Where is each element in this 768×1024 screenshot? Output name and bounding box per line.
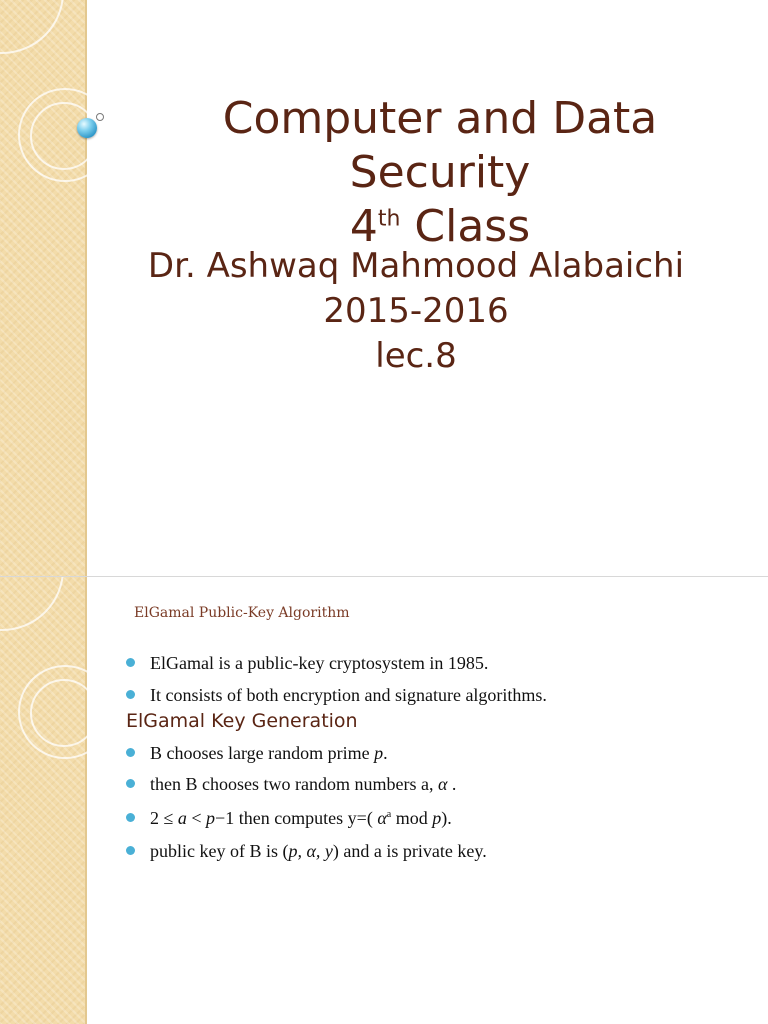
slide-heading: ElGamal Public-Key Algorithm — [134, 605, 350, 621]
slide-subtitle — [100, 244, 732, 379]
bullet-text: It consists of both encryption and signature algorithms. — [150, 685, 547, 705]
lecture-number: lec.8 — [375, 336, 457, 376]
author-name: Dr. Ashwaq Mahmood Alabaichi — [147, 246, 685, 286]
class-number: 4 — [349, 201, 378, 252]
orb-icon — [77, 118, 97, 138]
bullet-icon — [126, 748, 135, 757]
bullet-text: 2 ≤ a < p−1 then computes y=( $\alpha^a$ mod p). — [150, 808, 452, 828]
bullet-text: B chooses large random prime p. — [150, 743, 388, 763]
title-line-2: Security — [349, 147, 531, 198]
bullet-text: public key of B is (p, α, y) and a is private key. — [150, 841, 487, 861]
bullet-text: ElGamal is a public-key cryptosystem in 1985. — [150, 653, 489, 673]
bullet-icon — [126, 813, 135, 822]
decorative-ring — [0, 577, 64, 631]
class-word: Class — [400, 201, 531, 252]
bullet-icon — [126, 690, 135, 699]
content-slide — [0, 577, 768, 1024]
class-ordinal: th — [377, 206, 401, 232]
key-generation-heading: ElGamal Key Generation — [126, 710, 358, 732]
bullet-icon — [126, 658, 135, 667]
small-orb-icon — [96, 113, 104, 121]
decorative-ring — [0, 0, 64, 54]
decorative-ring — [30, 679, 98, 747]
decorative-side-band — [0, 0, 87, 576]
academic-year: 2015-2016 — [323, 291, 509, 331]
bullet-icon — [126, 846, 135, 855]
title-line-1: Computer and Data — [222, 93, 658, 144]
slide-title — [120, 92, 760, 254]
decorative-side-band — [0, 577, 87, 1024]
bullet-text: then B chooses two random numbers a, α . — [150, 774, 457, 794]
bullet-icon — [126, 779, 135, 788]
